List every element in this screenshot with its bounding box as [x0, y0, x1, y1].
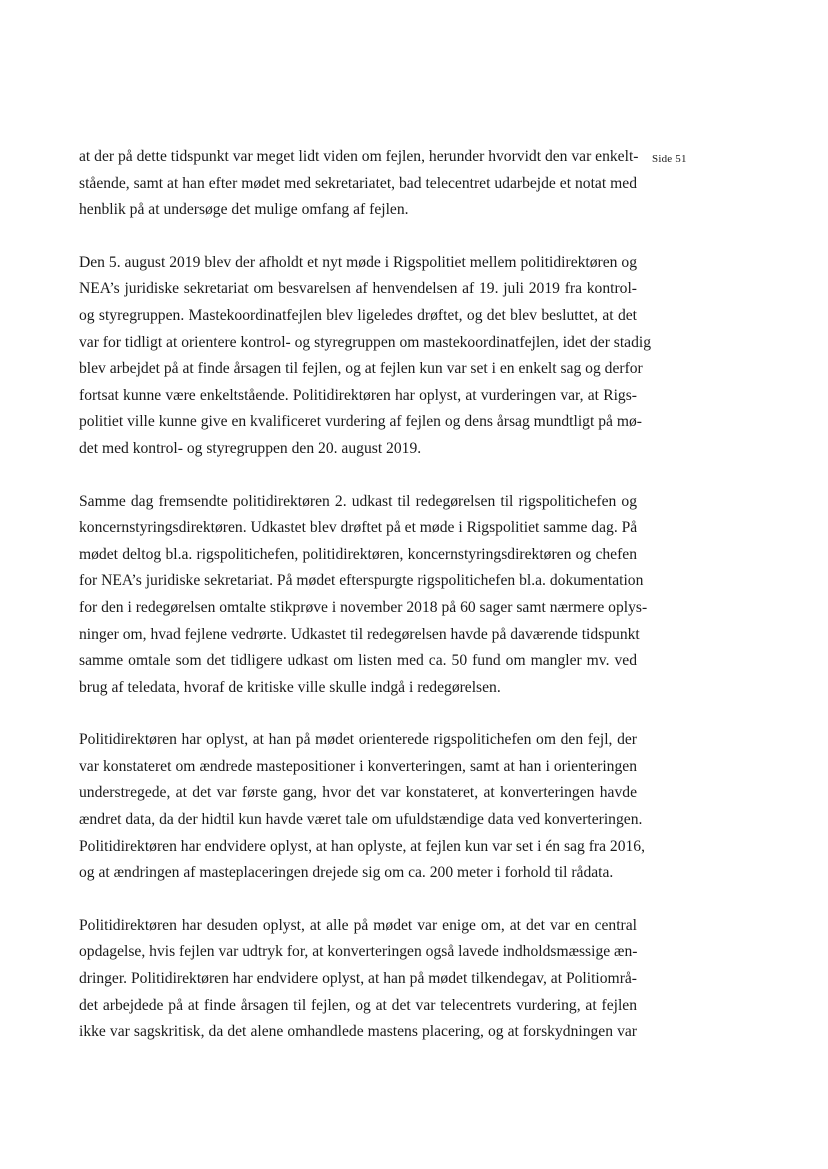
- text-line: koncernstyringsdirektøren. Udkastet blev drøftet på et møde i Rigspolitiet samme dag. På: [79, 519, 638, 537]
- text-line: Politidirektøren har oplyst, at han på mødet orienterede rigspolitichefen om den fejl, der: [79, 731, 637, 749]
- text-line: Politidirektøren har endvidere oplyst, at han oplyste, at fejlen kun var set i én sag fra 2016,: [79, 837, 645, 855]
- paragraph-3: [79, 489, 648, 702]
- text-line: Samme dag fremsendte politidirektøren 2. udkast til redegørelsen til rigspolitichefen og: [79, 492, 637, 510]
- paragraph-4: [79, 727, 645, 887]
- page-number: Side 51: [652, 153, 687, 165]
- text-line: var for tidligt at orientere kontrol- og styregruppen om mastekoordinatfejlen, idet der stadig: [79, 333, 652, 351]
- text-line: for den i redegørelsen omtalte stikprøve i november 2018 på 60 sager samt nærmere oplys-: [79, 598, 648, 616]
- text-line: samme omtale som det tidligere udkast om listen med ca. 50 fund om mangler mv. ved: [79, 652, 637, 670]
- text-line: Politidirektøren har desuden oplyst, at alle på mødet var enige om, at det var en central: [79, 916, 637, 934]
- text-line: det med kontrol- og styregruppen den 20. august 2019.: [79, 439, 422, 457]
- text-line: henblik på at undersøge det mulige omfang af fejlen.: [79, 201, 409, 219]
- text-line: ændret data, da der hidtil kun havde været tale om ufuldstændige data ved konverteringen.: [79, 811, 643, 829]
- text-line: opdagelse, hvis fejlen var udtryk for, at konverteringen også lavede indholdsmæssige æn-: [79, 943, 638, 961]
- text-line: og at ændringen af masteplaceringen drejede sig om ca. 200 meter i forhold til rådata.: [79, 864, 614, 882]
- document-body: [79, 144, 652, 1046]
- text-line: Den 5. august 2019 blev der afholdt et nyt møde i Rigspolitiet mellem politidirektøren og: [79, 253, 637, 271]
- text-line: var konstateret om ændrede mastepositioner i konverteringen, samt at han i orienteringen: [79, 757, 637, 775]
- text-line: dringer. Politidirektøren har endvidere oplyst, at han på mødet tilkendegav, at Politiområ-: [79, 970, 637, 988]
- paragraph-5: [79, 913, 637, 1046]
- text-line: ninger om, hvad fejlene vedrørte. Udkastet til redegørelsen havde på daværende tidspunkt: [79, 625, 640, 643]
- text-line: fortsat kunne være enkeltstående. Politidirektøren har oplyst, at vurderingen var, at Rigs-: [79, 386, 637, 404]
- text-line: ikke var sagskritisk, da det alene omhandlede mastens placering, og at forskydningen var: [79, 1023, 637, 1041]
- paragraph-2: [79, 250, 652, 463]
- text-line: det arbejdede på at finde årsagen til fejlen, og at det var telecentrets vurdering, at fejlen: [79, 996, 637, 1014]
- text-line: stående, samt at han efter mødet med sekretariatet, bad telecentret udarbejde et notat med: [79, 174, 637, 192]
- text-line: politiet ville kunne give en kvalificeret vurdering af fejlen og dens årsag mundtligt på mø-: [79, 413, 642, 431]
- text-line: understregede, at det var første gang, hvor det var konstateret, at konverteringen havde: [79, 784, 637, 802]
- text-line: blev arbejdet på at finde årsagen til fejlen, og at fejlen kun var set i en enkelt sag og derfor: [79, 360, 643, 378]
- text-line: og styregruppen. Mastekoordinatfejlen blev ligeledes drøftet, og det blev besluttet, at det: [79, 306, 637, 324]
- text-line: for NEA’s juridiske sekretariat. På mødet efterspurgte rigspolitichefen bl.a. dokumentation: [79, 572, 644, 590]
- text-line: mødet deltog bl.a. rigspolitichefen, politidirektøren, koncernstyringsdirektøren og chefen: [79, 545, 637, 563]
- paragraph-1: [79, 144, 637, 224]
- text-line: brug af teledata, hvoraf de kritiske ville skulle indgå i redegørelsen.: [79, 678, 501, 696]
- text-line: at der på dette tidspunkt var meget lidt viden om fejlen, herunder hvorvidt den var enkelt-: [79, 148, 639, 165]
- text-line: NEA’s juridiske sekretariat om besvarelsen af henvendelsen af 19. juli 2019 fra kontrol-: [79, 280, 637, 298]
